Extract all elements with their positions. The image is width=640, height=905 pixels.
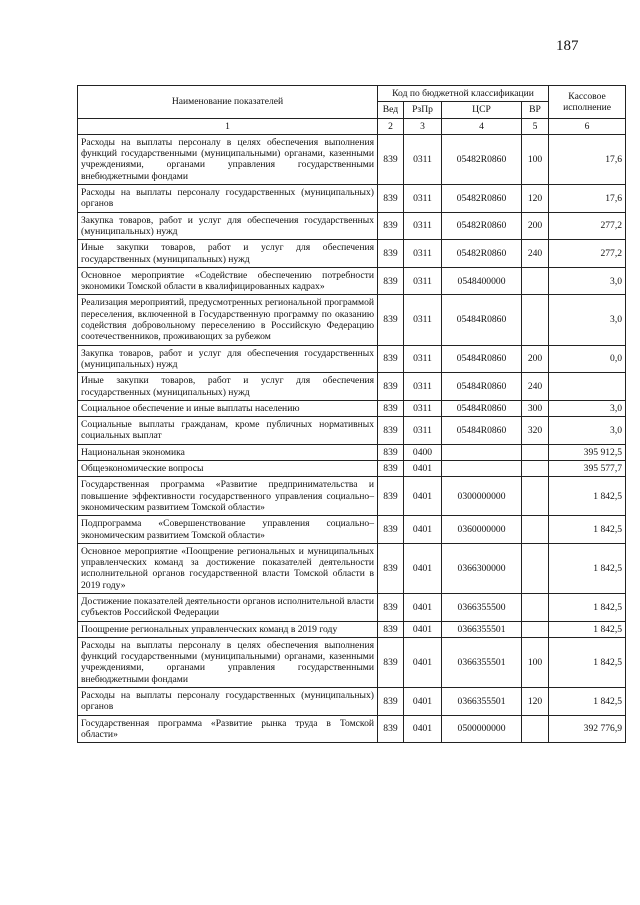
row-amount: 1 842,5 [549,688,626,716]
row-vr [522,543,549,593]
row-ved: 839 [378,444,404,460]
row-name: Иные закупки товаров, работ и услуг для обеспечения государственных (муниципальных) нужд [78,240,378,268]
row-rzpr: 0401 [404,688,442,716]
row-amount: 395 912,5 [549,444,626,460]
page-number: 187 [556,38,579,54]
row-csr: 05482R0860 [442,185,522,213]
col-number: 2 [378,118,404,134]
row-vr: 300 [522,400,549,416]
table-row [78,688,626,716]
row-rzpr: 0401 [404,621,442,637]
row-csr: 05484R0860 [442,345,522,373]
row-amount: 17,6 [549,134,626,184]
row-name: Основное мероприятие «Содействие обеспечению потребности экономики Томской области в квалифицированных кадрах» [78,267,378,295]
row-rzpr: 0311 [404,295,442,345]
header-rzpr: РзПр [404,102,442,118]
table-row [78,621,626,637]
row-name: Иные закупки товаров, работ и услуг для обеспечения государственных (муниципальных) нужд [78,373,378,401]
table-row [78,267,626,295]
row-ved: 839 [378,267,404,295]
row-ved: 839 [378,373,404,401]
row-vr [522,477,549,516]
row-rzpr: 0401 [404,593,442,621]
row-name: Закупка товаров, работ и услуг для обеспечения государственных (муниципальных) нужд [78,212,378,240]
row-vr: 100 [522,134,549,184]
row-vr [522,516,549,544]
table-row [78,461,626,477]
row-amount: 395 577,7 [549,461,626,477]
row-ved: 839 [378,461,404,477]
row-name: Реализация мероприятий, предусмотренных региональной программой переселения, включенной в Государственную программу по оказанию содействия добровольному переселению в Российскую Федерацию соотечественников, проживающих за рубежом [78,295,378,345]
row-rzpr: 0311 [404,373,442,401]
table-row [78,345,626,373]
row-ved: 839 [378,185,404,213]
row-vr: 120 [522,185,549,213]
row-ved: 839 [378,637,404,687]
row-name: Государственная программа «Развитие рынка труда в Томской области» [78,715,378,743]
row-vr: 200 [522,212,549,240]
row-csr: 0366355501 [442,621,522,637]
row-amount: 277,2 [549,212,626,240]
row-csr: 0548400000 [442,267,522,295]
row-vr: 120 [522,688,549,716]
row-vr [522,444,549,460]
row-name: Расходы на выплаты персоналу в целях обеспечения выполнения функций государственными (муниципальными) органами, казенными учреждениями, органами управления государственными внебюджетными фондами [78,637,378,687]
row-rzpr: 0401 [404,516,442,544]
table-row [78,543,626,593]
row-name: Социальное обеспечение и иные выплаты населению [78,400,378,416]
table-row [78,593,626,621]
row-amount: 277,2 [549,240,626,268]
table-row [78,715,626,743]
row-rzpr: 0401 [404,543,442,593]
row-vr: 240 [522,240,549,268]
row-csr: 05482R0860 [442,134,522,184]
row-ved: 839 [378,295,404,345]
row-name: Социальные выплаты гражданам, кроме публичных нормативных социальных выплат [78,417,378,445]
col-number: 5 [522,118,549,134]
row-csr: 0300000000 [442,477,522,516]
row-rzpr: 0311 [404,267,442,295]
row-ved: 839 [378,543,404,593]
row-amount: 3,0 [549,417,626,445]
row-vr [522,461,549,477]
row-csr: 05484R0860 [442,373,522,401]
row-vr [522,621,549,637]
table-row [78,185,626,213]
row-ved: 839 [378,134,404,184]
table-row [78,295,626,345]
row-name: Закупка товаров, работ и услуг для обеспечения государственных (муниципальных) нужд [78,345,378,373]
row-csr: 05482R0860 [442,212,522,240]
row-csr: 0360000000 [442,516,522,544]
row-ved: 839 [378,715,404,743]
row-rzpr: 0311 [404,240,442,268]
row-rzpr: 0400 [404,444,442,460]
row-csr: 05482R0860 [442,240,522,268]
row-name: Национальная экономика [78,444,378,460]
row-name: Поощрение региональных управленческих команд в 2019 году [78,621,378,637]
row-csr: 05484R0860 [442,295,522,345]
row-rzpr: 0401 [404,477,442,516]
row-rzpr: 0401 [404,461,442,477]
row-amount: 1 842,5 [549,516,626,544]
row-name: Подпрограмма «Совершенствование управления социально–экономическим развитием Томской области» [78,516,378,544]
row-amount: 1 842,5 [549,621,626,637]
row-amount: 3,0 [549,400,626,416]
row-vr [522,295,549,345]
table-row [78,516,626,544]
row-vr [522,593,549,621]
table-row [78,637,626,687]
row-ved: 839 [378,417,404,445]
row-amount: 392 776,9 [549,715,626,743]
col-number: 4 [442,118,522,134]
row-csr: 0366355501 [442,637,522,687]
row-name: Основное мероприятие «Поощрение региональных и муниципальных управленческих команд за достижение показателей деятельности исполнительной органов государственной власти Томской области в 2019 году» [78,543,378,593]
row-amount: 1 842,5 [549,593,626,621]
header-vr: ВР [522,102,549,118]
table-row [78,373,626,401]
row-csr [442,444,522,460]
col-number: 3 [404,118,442,134]
row-vr: 200 [522,345,549,373]
row-vr: 240 [522,373,549,401]
row-csr: 0366355501 [442,688,522,716]
header-csr: ЦСР [442,102,522,118]
row-rzpr: 0311 [404,417,442,445]
row-rzpr: 0401 [404,715,442,743]
row-ved: 839 [378,621,404,637]
row-rzpr: 0311 [404,345,442,373]
row-amount: 3,0 [549,267,626,295]
row-amount [549,373,626,401]
row-name: Расходы на выплаты персоналу государственных (муниципальных) органов [78,688,378,716]
table-row [78,417,626,445]
row-amount: 0,0 [549,345,626,373]
row-vr: 320 [522,417,549,445]
row-amount: 1 842,5 [549,477,626,516]
table-row [78,400,626,416]
row-csr: 05484R0860 [442,417,522,445]
table-row [78,240,626,268]
row-rzpr: 0311 [404,212,442,240]
row-amount: 1 842,5 [549,637,626,687]
row-vr: 100 [522,637,549,687]
row-ved: 839 [378,516,404,544]
row-rzpr: 0401 [404,637,442,687]
row-ved: 839 [378,593,404,621]
row-amount: 3,0 [549,295,626,345]
col-number: 1 [78,118,378,134]
row-ved: 839 [378,345,404,373]
row-vr [522,715,549,743]
row-csr [442,461,522,477]
table-row [78,134,626,184]
table-row [78,477,626,516]
row-csr: 0500000000 [442,715,522,743]
row-amount: 1 842,5 [549,543,626,593]
row-rzpr: 0311 [404,185,442,213]
budget-table [77,85,626,743]
row-csr: 0366355500 [442,593,522,621]
header-code-group: Код по бюджетной классификации [378,86,549,102]
row-ved: 839 [378,477,404,516]
row-rzpr: 0311 [404,400,442,416]
row-name: Расходы на выплаты персоналу в целях обеспечения выполнения функций государственными (муниципальными) органами, казенными учреждениями, органами управления государственными внебюджетными фондами [78,134,378,184]
header-ved: Вед [378,102,404,118]
row-ved: 839 [378,212,404,240]
row-csr: 05484R0860 [442,400,522,416]
row-name: Государственная программа «Развитие предпринимательства и повышение эффективности государственного управления социально–экономическим развитием Томской области» [78,477,378,516]
row-name: Общеэкономические вопросы [78,461,378,477]
col-number: 6 [549,118,626,134]
row-name: Расходы на выплаты персоналу государственных (муниципальных) органов [78,185,378,213]
row-name: Достижение показателей деятельности органов исполнительной власти субъектов Российской Федерации [78,593,378,621]
header-amount: Кассовое исполнение [549,86,626,119]
row-ved: 839 [378,400,404,416]
row-vr [522,267,549,295]
row-csr: 0366300000 [442,543,522,593]
row-amount: 17,6 [549,185,626,213]
row-ved: 839 [378,240,404,268]
header-name: Наименование показателей [78,86,378,119]
table-row [78,444,626,460]
row-ved: 839 [378,688,404,716]
row-rzpr: 0311 [404,134,442,184]
table-row [78,212,626,240]
